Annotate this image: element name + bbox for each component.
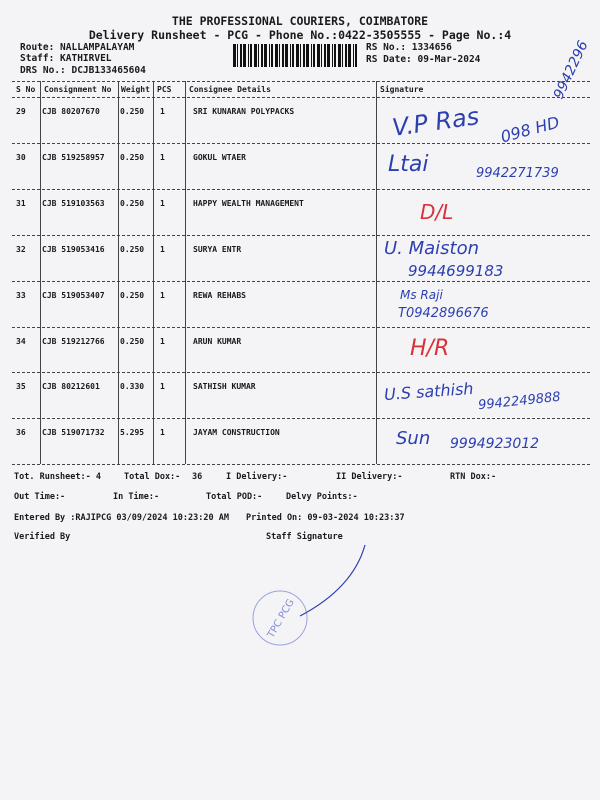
barcode-bar [345, 44, 347, 67]
barcode-bar [348, 44, 351, 67]
barcode-bar [306, 44, 309, 67]
barcode-bar [303, 44, 305, 67]
barcode-bar [338, 44, 341, 67]
barcode-bar [327, 44, 330, 67]
barcode-bar [233, 44, 236, 67]
table-row [0, 189, 600, 235]
handwritten-phone: T0942896676 [398, 306, 489, 321]
row-pcs: 1 [160, 199, 165, 208]
route: Route: NALLAMPALAYAM [20, 42, 135, 53]
barcode-bar [313, 44, 315, 67]
col-consignment: Consignment No [44, 85, 112, 94]
barcode-bar [248, 44, 249, 67]
barcode-bar [342, 44, 343, 67]
barcode-bar [292, 44, 294, 67]
table-row [0, 281, 600, 327]
handwritten-signature: U. Maiston [384, 238, 480, 259]
handwritten-phone: 098 HD [498, 112, 562, 147]
row-consignment: CJB 519053416 [42, 245, 105, 254]
row-pcs: 1 [160, 428, 165, 437]
in-time: In Time:- [113, 492, 160, 502]
col-consignee: Consignee Details [189, 85, 271, 94]
row-consignee: SRI KUNARAN POLYPACKS [193, 107, 295, 116]
barcode-bar [261, 44, 263, 67]
handwritten-phone: 9942271739 [476, 166, 559, 181]
row-consignee: HAPPY WEALTH MANAGEMENT [193, 199, 304, 208]
total-runsheet: Tot. Runsheet:- 4 [14, 472, 101, 482]
first-delivery: I Delivery:- [226, 472, 288, 482]
col-signature: Signature [380, 85, 424, 94]
row-consignment: CJB 519053407 [42, 291, 105, 300]
row-consignment: CJB 519212766 [42, 337, 105, 346]
row-consignee: JAYAM CONSTRUCTION [193, 428, 280, 437]
row-weight: 5.295 [120, 428, 145, 437]
row-sno: 33 [16, 291, 26, 300]
table-row [0, 327, 600, 373]
second-delivery: II Delivery:- [336, 472, 403, 482]
barcode-bar [275, 44, 278, 67]
row-sno: 32 [16, 245, 26, 254]
col-sno: S No [16, 85, 36, 94]
barcode-bar [269, 44, 270, 67]
row-weight: 0.250 [120, 199, 145, 208]
staff: Staff: KATHIRVEL [20, 53, 112, 64]
col-pcs: PCS [157, 85, 172, 94]
total-dox-label: Total Dox:- [124, 472, 181, 482]
barcode-bar [324, 44, 326, 67]
handwritten-hr-mark: H/R [410, 336, 450, 361]
bleed-through-text [20, 770, 580, 779]
row-consignment: CJB 80207670 [42, 107, 100, 116]
table-bottom-rule [12, 464, 590, 465]
row-consignee: REWA REHABS [193, 291, 246, 300]
verified-by: Verified By [14, 532, 71, 542]
rs-number: RS No.: 1334656 [366, 42, 452, 53]
barcode-bar [240, 44, 242, 67]
row-pcs: 1 [160, 337, 165, 346]
total-pod: Total POD:- [206, 492, 263, 502]
barcode-bar [279, 44, 280, 67]
handwritten-phone: 9994923012 [450, 436, 540, 452]
rs-date: RS Date: 09-Mar-2024 [366, 54, 481, 65]
row-sno: 34 [16, 337, 26, 346]
row-sno: 35 [16, 382, 26, 391]
handwritten-dl-mark: D/L [420, 200, 454, 224]
row-weight: 0.250 [120, 337, 145, 346]
drs-number: DRS No.: DCJB133465604 [20, 65, 146, 76]
row-consignment: CJB 519103563 [42, 199, 105, 208]
barcode-bar [300, 44, 301, 67]
handwritten-phone: 9944699183 [408, 262, 504, 280]
row-weight: 0.330 [120, 382, 145, 391]
row-weight: 0.250 [120, 291, 145, 300]
barcode-bar [243, 44, 246, 67]
rtn-dox: RTN Dox:- [450, 472, 497, 482]
row-consignment: CJB 80212601 [42, 382, 100, 391]
barcode-bar [254, 44, 257, 67]
barcode-bar [282, 44, 284, 67]
row-pcs: 1 [160, 291, 165, 300]
row-weight: 0.250 [120, 245, 145, 254]
total-dox-value: 36 [192, 472, 203, 482]
row-sno: 36 [16, 428, 26, 437]
row-weight: 0.250 [120, 107, 145, 116]
row-consignment: CJB 519071732 [42, 428, 105, 437]
barcode-bar [311, 44, 312, 67]
handwritten-signature: Sun [396, 428, 431, 449]
barcode-bar [321, 44, 322, 67]
row-sno: 30 [16, 153, 26, 162]
runsheet-subtitle: Delivery Runsheet - PCG - Phone No.:0422-3505555 - Page No.:4 [88, 28, 512, 42]
barcode-bar [258, 44, 259, 67]
handwritten-signature: Ltai [388, 152, 429, 177]
handwritten-signature: Ms Raji [400, 288, 443, 302]
row-pcs: 1 [160, 153, 165, 162]
handwritten-corner-number: 9942296 [550, 38, 592, 102]
barcode-bar [271, 44, 273, 67]
barcode-bar [237, 44, 238, 67]
delivery-points: Delvy Points:- [286, 492, 358, 502]
staff-signature-label: Staff Signature [266, 532, 343, 542]
barcode-bar [285, 44, 288, 67]
row-consignee: SATHISH KUMAR [193, 382, 256, 391]
barcode [233, 44, 359, 67]
row-pcs: 1 [160, 245, 165, 254]
barcode-bar [264, 44, 267, 67]
row-weight: 0.250 [120, 153, 145, 162]
stamp-text: TPC PCG [265, 597, 297, 641]
row-consignee: GOKUL WTAER [193, 153, 246, 162]
handwritten-phone: 9942249888 [477, 389, 562, 414]
row-sno: 31 [16, 199, 26, 208]
row-sno: 29 [16, 107, 26, 116]
barcode-bar [353, 44, 354, 67]
row-consignee: SURYA ENTR [193, 245, 242, 254]
handwritten-signature: V.P Ras [390, 102, 481, 142]
handwritten-signature: U.S sathish [383, 378, 475, 405]
printed-on: Printed On: 09-03-2024 10:23:37 [246, 513, 405, 523]
row-pcs: 1 [160, 382, 165, 391]
barcode-bar [317, 44, 320, 67]
barcode-bar [296, 44, 299, 67]
company-title: THE PROFESSIONAL COURIERS, COIMBATORE [171, 14, 429, 28]
barcode-bar [334, 44, 336, 67]
table-row [0, 235, 600, 281]
table-top-rule [12, 81, 590, 82]
barcode-bar [355, 44, 357, 67]
barcode-bar [250, 44, 252, 67]
row-consignment: CJB 519258957 [42, 153, 105, 162]
row-consignee: ARUN KUMAR [193, 337, 242, 346]
barcode-bar [332, 44, 333, 67]
company-stamp [250, 588, 310, 648]
row-pcs: 1 [160, 107, 165, 116]
out-time: Out Time:- [14, 492, 66, 502]
col-weight: Weight [121, 85, 150, 94]
barcode-bar [290, 44, 291, 67]
entered-by: Entered By :RAJIPCG 03/09/2024 10:23:20 AM [14, 513, 229, 523]
